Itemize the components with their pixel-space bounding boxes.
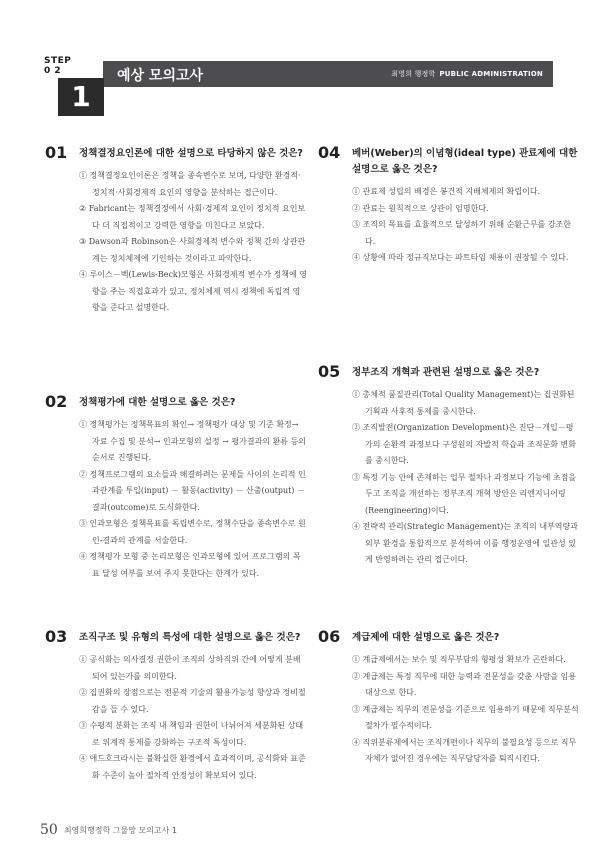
option: ② 계급제는 특정 직무에 대한 능력과 전문성을 갖춘 사람을 임용 대상으로 한다. xyxy=(352,671,577,697)
option: ① 공식화는 의사결정 권한이 조직의 상하직위 간에 어떻게 분배되어 있는가를 의미한다. xyxy=(79,655,301,681)
page-title: 예상 모의고사 xyxy=(117,68,204,84)
footer-text: 최영희행정학 그물망 모의고사 1 xyxy=(63,826,178,835)
question-number: 06 xyxy=(318,627,341,646)
question-04 xyxy=(318,143,580,267)
option: ① 총체적 품질관리(Total Quality Management)는 집권화된 기획과 사후적 통제를 중시한다. xyxy=(352,390,575,416)
option: ② 조직발전(Organization Development)은 진단－개입－평가의 순환적 과정보다 구성원의 자발적 학습과 조직문화 변화를 중시한다. xyxy=(352,423,576,465)
option: ③ 인과모형은 정책목표를 독립변수로, 정책수단을 종속변수로 원인-결과의 관계를 서술한다. xyxy=(79,519,306,545)
brand-label xyxy=(391,69,543,79)
option: ② 관료는 원칙적으로 상관이 임명한다. xyxy=(352,203,489,213)
question-number: 03 xyxy=(45,627,68,646)
option: ① 정책평가는 정책목표의 확인→ 정책평가 대상 및 기준 확정→ 자료 수집 및 분석→ 인과모형의 설정 → 평가결과의 환류 등의 순서로 진행된다. xyxy=(79,420,307,462)
option: ① 계급제에서는 보수 및 직무부담의 형평성 확보가 곤란하다. xyxy=(352,655,566,664)
exam-number: 1 xyxy=(58,78,104,116)
options-list xyxy=(79,417,307,582)
question-number: 05 xyxy=(318,362,341,381)
option: ② 집권화의 장점으로는 전문적 기술의 활용가능성 향상과 정비절감을 들 수 있다. xyxy=(79,688,306,714)
options-list xyxy=(352,184,580,267)
options-list xyxy=(352,652,580,768)
option: ④ 루이스－벡(Lewis-Beck)모형은 사회경제적 변수가 정책에 영향을 주는 직접효과가 있고, 정치체제 역시 정책에 독립적 영향을 준다고 설명한다. xyxy=(79,270,307,312)
question-03 xyxy=(45,627,307,784)
option: ② Fabricant는 정책결정에서 사회·경제적 요인이 정치적 요인보다 더 직접적이고 강력한 영향을 미친다고 보았다. xyxy=(79,204,306,230)
option: ① 관료제 성립의 배경은 봉건적 지배체제의 확립이다. xyxy=(352,187,541,196)
question-06 xyxy=(318,627,580,768)
option: ② 정책프로그램의 요소들과 해결하려는 문제들 사이의 논리적 인과관계를 투입(input) － 활동(activity) － 산출(output) － 결과(outcome)로 도식화한다. xyxy=(79,469,306,512)
question-title: 조직구조 및 유형의 특성에 대한 설명으로 옳은 것은? xyxy=(79,632,301,643)
question-title: 정부조직 개혁과 관련된 설명으로 옳은 것은? xyxy=(352,367,540,378)
question-01 xyxy=(45,143,307,317)
question-title: 정책결정요인론에 대한 설명으로 타당하지 않은 것은? xyxy=(79,148,303,159)
question-number: 04 xyxy=(318,143,341,162)
option: ④ 애드호크라시는 불확실한 환경에서 효과적이며, 공식화와 표준화 수준이 높아 절차적 안정성이 확보되어 있다. xyxy=(79,754,306,780)
question-02 xyxy=(45,392,307,582)
option: ③ Dawson과 Robinson은 사회경제적 변수와 정책 간의 상관관계는 정치체제에 기인하는 것이라고 파악한다. xyxy=(79,237,306,263)
brand-name: 최영희 행정학 xyxy=(391,70,436,78)
option: ④ 정책평가 모형 중 논리모형은 인과모형에 있어 프로그램의 목표 달성 여부를 보여 주지 못한다는 한계가 있다. xyxy=(79,552,301,578)
option: ④ 직위분류제에서는 조직개편이나 직무의 불필요성 등으로 직무 자체가 없어진 경우에는 직무담당자를 퇴직시킨다. xyxy=(352,737,577,763)
brand-sub: PUBLIC ADMINISTRATION xyxy=(439,70,543,78)
question-05 xyxy=(318,362,580,569)
step-label xyxy=(44,56,71,76)
question-title: 정책평가에 대한 설명으로 옳은 것은? xyxy=(79,397,236,408)
option: ① 정책결정요인이론은 정책을 종속변수로 보며, 다양한 환경적·정치적·사회경제적 요인의 영향을 분석하는 접근이다. xyxy=(79,171,301,197)
page-number: 50 xyxy=(40,822,58,838)
option: ③ 수평적 분화는 조직 내 책임과 권한이 나뉘어져 세분화된 상태로 위계적 통제를 강화하는 구조적 특성이다. xyxy=(79,721,304,747)
option: ③ 계급제는 직무의 전문성을 기준으로 임용하기 때문에 직무분석 절차가 필수적이다. xyxy=(352,704,579,730)
option: ④ 상황에 따라 정규직보다는 파트타임 채용이 권장될 수 있다. xyxy=(352,253,569,262)
question-title: 베버(Weber)의 이념형(ideal type) 관료제에 대한 설명으로 옳은 것은? xyxy=(352,148,578,175)
options-list xyxy=(79,168,307,317)
question-title: 계급제에 대한 설명으로 옳은 것은? xyxy=(352,632,500,643)
question-number: 02 xyxy=(45,392,68,411)
step-number: 0 2 xyxy=(44,66,62,76)
option: ③ 조직의 목표를 효율적으로 달성하기 위해 순환근무를 강조한다. xyxy=(352,220,571,246)
question-number: 01 xyxy=(45,143,68,162)
page-footer xyxy=(40,822,177,838)
options-list xyxy=(79,652,307,784)
header-bar xyxy=(103,61,553,87)
option: ③ 특정 기능 안에 존재하는 업무 절차나 과정보다 기능에 초점을 두고 조직을 개선하는 정부조직 개혁 방안은 리엔지니어링(Reengineering)이다. xyxy=(352,472,577,515)
option: ④ 전략적 관리(Strategic Management)는 조직의 내부역량과 외부 환경을 통합적으로 분석하여 이를 행정운영에 일관성 있게 반영하려는 관리 접근이다. xyxy=(352,522,578,564)
step-text: STEP xyxy=(44,56,72,66)
options-list xyxy=(352,387,580,569)
